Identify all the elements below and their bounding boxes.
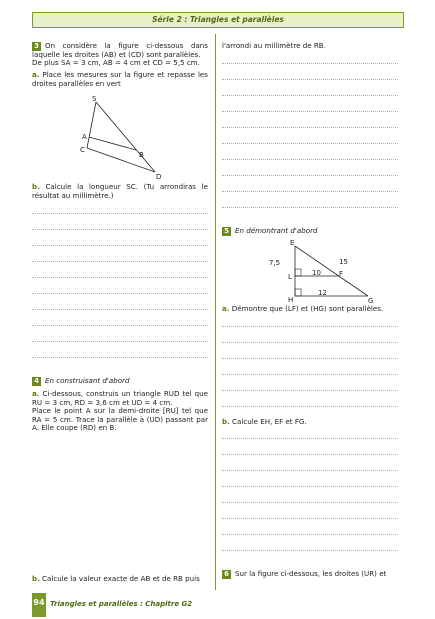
ex3-question-b (32, 183, 208, 200)
ex3-data: De plus SA = 3 cm, AB = 4 cm et CD = 5,5 cm. (32, 58, 200, 67)
right-angle-h (295, 289, 301, 296)
label-e: E (290, 239, 295, 247)
segment-eg (295, 246, 368, 296)
ex3-continuation-lines[interactable] (222, 55, 398, 220)
ex5-title: En démontrant d'abord (235, 226, 318, 235)
ex4-number-badge: 4 (32, 377, 41, 386)
length-lf: 10 (312, 269, 321, 277)
ex3-intro-block (32, 42, 208, 60)
ex5-a-answer-lines[interactable] (222, 318, 398, 413)
footer-chapter-title: Triangles et parallèles : Chapitre G2 (50, 600, 193, 608)
ex4-question-a2: Place le point A sur la demi-droite [RU] tel que RA = 5 cm. Trace la parallèle à (UD) passant par A. Elle coupe (RD) en B. (32, 406, 208, 433)
ex4-title-block (32, 377, 208, 386)
ex5-question-a (222, 305, 398, 314)
length-el: 7,5 (269, 259, 281, 267)
ex6-intro-block (222, 570, 398, 579)
ex3-answer-lines[interactable] (32, 205, 208, 370)
ex5-question-b (222, 418, 398, 427)
line-sc (87, 102, 96, 148)
label-d: D (156, 173, 162, 181)
ex4-qb-text: Calcule la valeur exacte de AB et de RB puis (42, 574, 200, 583)
ex6-text: Sur la figure ci-dessous, les droites (UR) et (235, 569, 387, 578)
length-eg: 15 (339, 258, 348, 266)
label-g: G (368, 297, 374, 305)
ex3-qa-label: a. (32, 70, 40, 79)
label-f: F (339, 270, 344, 278)
ex5-figure (262, 238, 382, 308)
ex3-figure (70, 92, 180, 184)
label-l: L (288, 273, 292, 281)
ex5-qb-label: b. (222, 417, 230, 426)
ex4-title: En construisant d'abord (45, 376, 130, 385)
length-hg: 12 (318, 289, 327, 297)
line-ab (89, 137, 136, 150)
page-number: 94 (33, 598, 45, 607)
ex4-question-a (32, 390, 208, 407)
label-c: C (80, 146, 85, 154)
label-s: S (92, 95, 97, 103)
ex3-qa-text: Place les mesures sur la figure et repasse les droites parallèles en vert (32, 70, 208, 88)
ex3-number-badge: 3 (32, 42, 41, 51)
ex6-number-badge: 6 (222, 570, 231, 579)
ex4-qb-label: b. (32, 574, 40, 583)
label-h: H (288, 296, 294, 304)
ex5-qa-label: a. (222, 304, 230, 313)
ex3-continuation: l'arrondi au millimètre de RB. (222, 41, 326, 50)
ex5-qb-text: Calcule EH, EF et FG. (232, 417, 307, 426)
ex3-qb-label: b. (32, 182, 40, 191)
right-angle-l (295, 269, 301, 276)
ex5-b-answer-lines[interactable] (222, 430, 398, 560)
ex4-qa-text: Ci-dessous, construis un triangle RUD tel que RU = 3 cm, RD = 3,6 cm et UD = 4 cm. (32, 389, 208, 407)
ex5-title-block (222, 227, 398, 236)
ex4-question-b (32, 575, 208, 584)
column-divider (215, 34, 216, 590)
series-header: Série 2 : Triangles et parallèles (32, 12, 404, 28)
ex3-qb-text: Calcule la longueur SC. (Tu arrondiras le résultat au millimètre.) (32, 182, 208, 200)
ex3-question-a (32, 71, 208, 88)
ex5-number-badge: 5 (222, 227, 231, 236)
label-b: B (139, 151, 144, 159)
ex5-qa-text: Démontre que (LF) et (HG) sont parallèles. (231, 304, 384, 313)
ex3-intro: On considère la figure ci-dessous dans laquelle les droites (AB) et (CD) sont parallèles. (32, 41, 208, 59)
ex4-qa-label: a. (32, 389, 40, 398)
label-a: A (82, 133, 87, 141)
